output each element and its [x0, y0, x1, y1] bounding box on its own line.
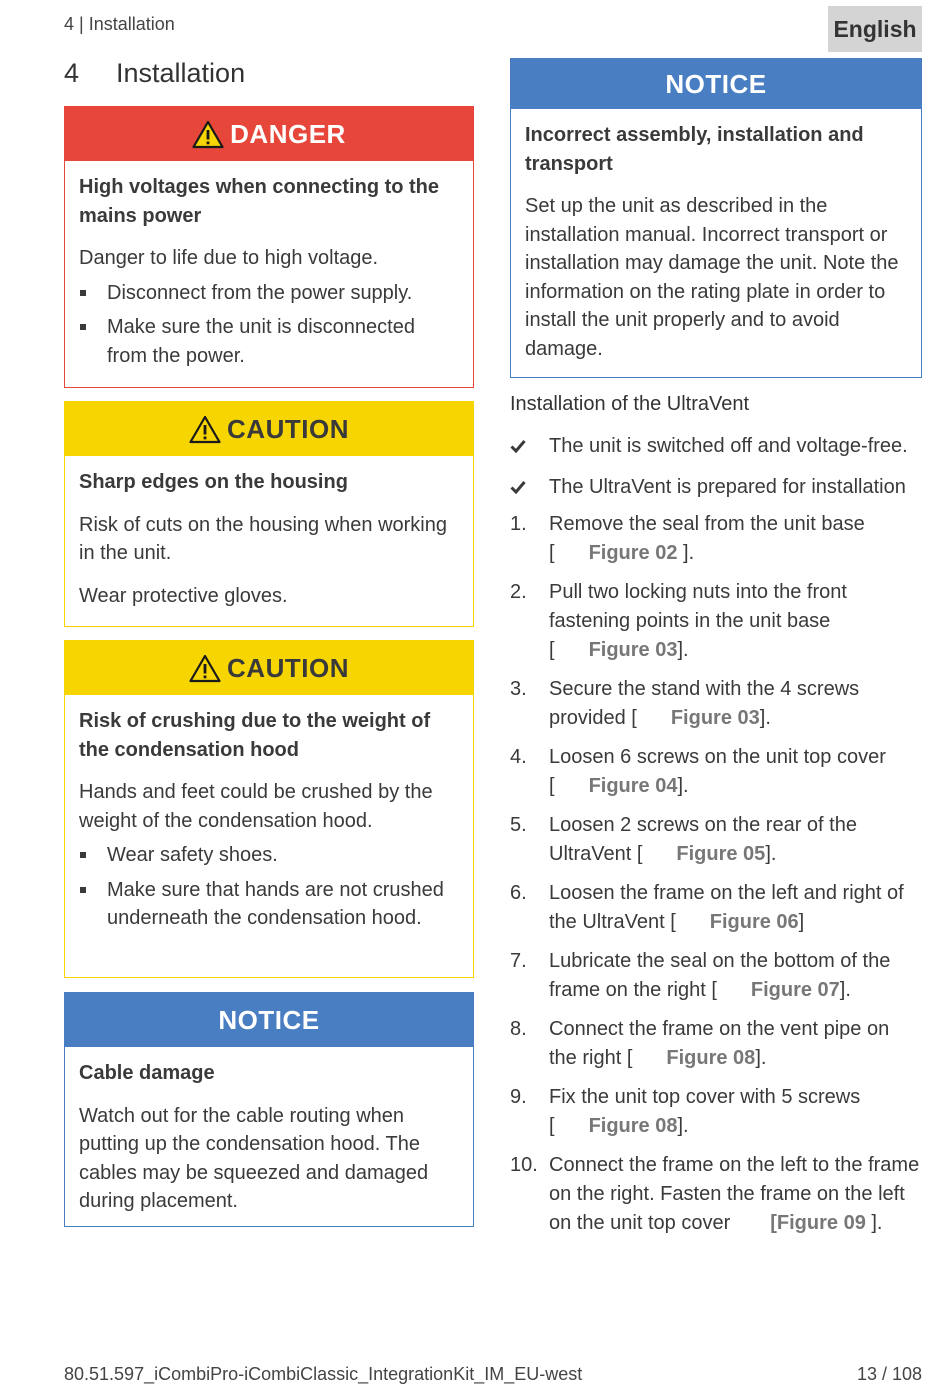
notice-title: Incorrect assembly, installation and transport — [525, 124, 864, 175]
caution-title: Sharp edges on the housing — [79, 471, 348, 493]
step-item: 4. Loosen 6 screws on the unit top cover [ Figure 04]. — [510, 746, 886, 797]
step-item: 1. Remove the seal from the unit base [ Figure 02 ]. — [510, 513, 865, 564]
notice-text: Set up the unit as described in the installation manual. Incorrect transport or installation may damage the unit. Note the information on the rating plate in order to install the unit properly and to avoid damage. — [525, 195, 899, 360]
figure-reference[interactable]: Figure 06 — [709, 911, 799, 933]
danger-box — [64, 106, 474, 388]
warning-triangle-icon — [189, 654, 221, 683]
notice-title: Cable damage — [79, 1062, 215, 1084]
caution-box-sharp-edges — [64, 401, 474, 627]
notice-text: Watch out for the cable routing when putting up the condensation hood. The cables may be squeezed and damaged during placement. — [79, 1104, 429, 1212]
bullet-square-icon — [80, 324, 86, 330]
caution-heading: CAUTION — [227, 652, 349, 683]
figure-reference[interactable]: Figure 08 — [588, 1115, 678, 1137]
step-item: 5. Loosen 2 screws on the rear of the UltraVent [ Figure 05]. — [510, 814, 857, 865]
checkmark-icon — [510, 480, 526, 494]
caution-heading: CAUTION — [227, 413, 349, 444]
danger-intro: Danger to life due to high voltage. — [79, 247, 379, 269]
checkmark-icon — [510, 439, 526, 453]
notice-box-cable-damage — [64, 992, 474, 1227]
prerequisite-item: The UltraVent is prepared for installation — [510, 473, 922, 502]
section-heading — [64, 58, 245, 89]
warning-triangle-icon — [192, 120, 224, 149]
step-item: 8. Connect the frame on the vent pipe on the right [ Figure 08]. — [510, 1018, 890, 1069]
notice-heading: NOTICE — [665, 68, 767, 99]
step-item: 9. Fix the unit top cover with 5 screws [ Figure 08]. — [510, 1086, 861, 1137]
section-number: 4 — [64, 58, 80, 88]
footer-page-number: 13 / 108 — [856, 1364, 922, 1384]
figure-reference[interactable]: [Figure 09 — [770, 1212, 866, 1234]
figure-reference[interactable]: Figure 03 — [588, 639, 678, 661]
caution-title: Risk of crushing due to the weight of the condensation hood — [79, 710, 431, 761]
figure-reference[interactable]: Figure 02 — [588, 542, 678, 564]
list-item: Make sure the unit is disconnected from the power. — [79, 313, 459, 370]
figure-reference[interactable]: Figure 04 — [588, 775, 678, 797]
danger-header — [65, 107, 473, 161]
notice-header — [65, 993, 473, 1047]
list-item: Disconnect from the power supply. — [79, 279, 459, 308]
procedure-heading: Installation of the UltraVent — [510, 393, 750, 415]
procedure-steps — [510, 432, 922, 1248]
notice-box-incorrect-assembly — [510, 58, 922, 378]
bullet-square-icon — [80, 887, 86, 893]
caution-intro: Hands and feet could be crushed by the weight of the condensation hood. — [79, 781, 433, 832]
figure-reference[interactable]: Figure 03 — [670, 707, 760, 729]
step-item: 7. Lubricate the seal on the bottom of the frame on the right [ Figure 07]. — [510, 950, 891, 1001]
danger-heading: DANGER — [230, 118, 346, 149]
list-item: Make sure that hands are not crushed underneath the condensation hood. — [79, 876, 459, 933]
step-item: 2. Pull two locking nuts into the front fastening points in the unit base [ Figure 03]. — [510, 581, 847, 661]
caution-header — [65, 641, 473, 695]
language-badge: English — [828, 6, 922, 52]
bullet-square-icon — [80, 852, 86, 858]
notice-heading: NOTICE — [218, 1004, 320, 1035]
danger-list — [79, 279, 459, 371]
bullet-square-icon — [80, 290, 86, 296]
caution-list — [79, 841, 459, 933]
section-title: Installation — [116, 58, 246, 88]
warning-triangle-icon — [189, 415, 221, 444]
running-header: 4 | Installation — [64, 14, 175, 34]
step-item: 3. Secure the stand with the 4 screws provided [ Figure 03]. — [510, 678, 860, 729]
caution-header — [65, 402, 473, 456]
caution-text: Wear protective gloves. — [79, 584, 288, 607]
figure-reference[interactable]: Figure 07 — [750, 979, 840, 1001]
prerequisite-item: The unit is switched off and voltage-free. — [510, 432, 922, 461]
step-item: 10. Connect the frame on the left to the frame on the right. Fasten the frame on the left on the unit top cover [Figure 09 ]. — [510, 1154, 920, 1234]
footer-document-id: 80.51.597_iCombiPro-iCombiClassic_IntegrationKit_IM_EU-west — [64, 1364, 583, 1384]
figure-reference[interactable]: Figure 08 — [666, 1047, 756, 1069]
caution-box-crushing — [64, 640, 474, 978]
notice-header — [511, 59, 921, 109]
step-item: 6. Loosen the frame on the left and right of the UltraVent [ Figure 06] — [510, 882, 904, 933]
list-item: Wear safety shoes. — [79, 841, 459, 870]
caution-text: Risk of cuts on the housing when working in the unit. — [79, 513, 447, 564]
figure-reference[interactable]: Figure 05 — [676, 843, 766, 865]
danger-title: High voltages when connecting to the mains power — [79, 176, 440, 227]
